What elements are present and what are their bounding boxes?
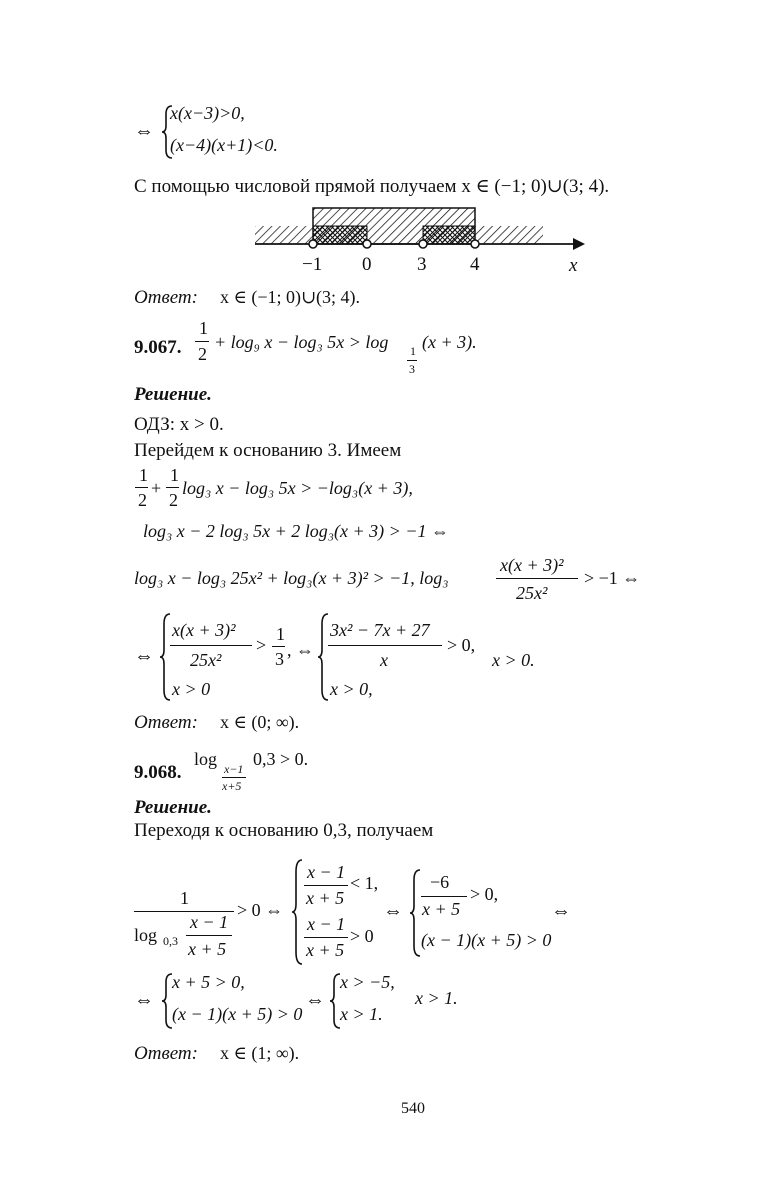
problem-068-log: log (194, 749, 218, 769)
eq1-half2-bar (166, 487, 179, 488)
sysC-implies-left: ⇔ (134, 989, 154, 1011)
sysA-l1-den: x + 5 (306, 888, 345, 908)
sys1-line2: x > 0 (172, 679, 211, 699)
eq3-frac-num: x(x + 3)² (500, 555, 564, 575)
sysB-l1-rhs: > 0, (470, 884, 499, 904)
page-number: 540 (401, 1100, 425, 1117)
sysA-l1-bar (304, 885, 348, 886)
inner-frac-num: x − 1 (190, 912, 229, 932)
problem-number-067: 9.067. (134, 337, 182, 358)
inner-frac-bar (186, 935, 232, 936)
sys1-frac-bar (170, 645, 252, 646)
sysD-l1: x > −5, (340, 972, 395, 992)
system-line-2: (x−4)(x+1)<0. (170, 135, 278, 155)
solution2-result: x > 1. (415, 988, 458, 1008)
base-numerator: 1 (410, 344, 416, 358)
eq1-tail: log₃ x − log₃ 5x > −log₃(x + 3), (182, 478, 413, 498)
sysB-implies: ⇔ (551, 900, 571, 922)
sys1-implies: ⇔ (134, 645, 154, 667)
sys2-frac-den: x (380, 650, 388, 670)
answer-label-1: Ответ: (134, 287, 198, 308)
eq2: log₃ x − 2 log₃ 5x + 2 log₃(x + 3) > −1 ⇔ (143, 521, 449, 541)
sysA-brace (290, 858, 304, 966)
problem-number-068: 9.068. (134, 762, 182, 783)
sys1-brace (158, 612, 172, 702)
sysA-l1-rhs: < 1, (350, 873, 379, 893)
big-frac-den-sub: 0,3 (163, 934, 178, 948)
sysA-l2-rhs: > 0 (350, 926, 374, 946)
solution-heading-2: Решение. (134, 797, 212, 818)
sys1-rhs-bar (272, 646, 285, 647)
sysC-l1: x + 5 > 0, (172, 972, 245, 992)
sysB-l1-num: −6 (430, 872, 450, 892)
eq1-half-den: 2 (138, 490, 147, 510)
solution-interval-2 (423, 226, 475, 244)
answer-label-3: Ответ: (134, 1043, 198, 1064)
sys1-frac-den: 25x² (190, 650, 222, 670)
sysB-l2: (x − 1)(x + 5) > 0 (421, 930, 552, 950)
sys1-comma-implies: , ⇔ (287, 640, 314, 660)
numline-intro-text: С помощью числовой прямой получаем x ∈ (−1; 0)∪(3; 4). (134, 176, 610, 197)
problem-067-tail: (x + 3). (422, 332, 477, 352)
big-frac-den-log: log (134, 925, 158, 945)
eq1-half-bar (135, 487, 148, 488)
problem-068-base-bar (222, 777, 246, 778)
answer-value-3: x ∈ (1; ∞). (220, 1043, 300, 1063)
sys2-line2: x > 0, (330, 679, 373, 699)
implies-symbol: ⇔ (134, 120, 154, 142)
sysC-implies-right: ⇔ (305, 989, 325, 1011)
point-0 (363, 240, 371, 248)
eq3-frac-den: 25x² (516, 583, 548, 603)
half-numerator: 1 (199, 318, 208, 338)
sys2-rhs: > 0, (447, 635, 476, 655)
sys1-rhs-num: 1 (276, 624, 285, 644)
eq1-half2-den: 2 (169, 490, 178, 510)
sysD-l2: x > 1. (340, 1004, 383, 1024)
tick-label-minus1: −1 (302, 254, 323, 275)
sysA-implies: ⇔ (383, 900, 403, 922)
sys2-frac-num: 3x² − 7x + 27 (330, 620, 430, 640)
axis-label-x: x (569, 255, 578, 276)
sysB-l1-den: x + 5 (422, 899, 461, 919)
sys2-brace (316, 612, 330, 702)
eq1-half2-num: 1 (170, 465, 179, 485)
solution2-transition: Переходя к основанию 0,3, получаем (134, 820, 434, 841)
point-4 (471, 240, 479, 248)
tick-label-0: 0 (362, 254, 372, 275)
answer-value-1: x ∈ (−1; 0)∪(3; 4). (220, 287, 361, 307)
sys1-frac-num: x(x + 3)² (172, 620, 236, 640)
base-fraction-bar (407, 360, 417, 361)
sysA-l2-bar (304, 937, 348, 938)
point-minus1 (309, 240, 317, 248)
half-denominator: 2 (198, 344, 207, 364)
sysB-l1-bar (421, 896, 467, 897)
problem-068-base-den: x+5 (222, 779, 242, 793)
tick-label-4: 4 (470, 254, 480, 275)
sysA-l1-num: x − 1 (307, 862, 346, 882)
solution-heading-1: Решение. (134, 384, 212, 405)
sys2-frac-bar (328, 645, 442, 646)
base-denominator: 3 (409, 362, 415, 376)
problem-067-expression: + log₉ x − log₃ 5x > log (214, 332, 389, 352)
base-transition-text: Перейдем к основанию 3. Имеем (134, 440, 402, 461)
eq3-frac-bar (496, 578, 578, 579)
solution-interval-1 (313, 226, 367, 244)
sysA-l2-den: x + 5 (306, 940, 345, 960)
half-fraction-bar (195, 341, 209, 342)
tick-label-3: 3 (417, 254, 427, 275)
sys1-rhs: > (256, 635, 267, 655)
big-gt0: > 0 ⇔ (237, 900, 284, 920)
odz-text: ОДЗ: x > 0. (134, 414, 224, 435)
sysA-l2-num: x − 1 (307, 914, 346, 934)
axis-arrow (573, 238, 585, 250)
answer-value-2: x ∈ (0; ∞). (220, 712, 300, 732)
point-3 (419, 240, 427, 248)
inner-frac-den: x + 5 (188, 939, 227, 959)
system-line-1: x(x−3)>0, (170, 103, 245, 123)
problem-068-tail: 0,3 > 0. (253, 749, 309, 769)
problem-068-base-num: x−1 (224, 762, 244, 776)
sysC-l2: (x − 1)(x + 5) > 0 (172, 1004, 303, 1024)
answer-label-2: Ответ: (134, 712, 198, 733)
sysB-brace (408, 868, 422, 958)
eq1-half-num: 1 (139, 465, 148, 485)
eq3-left: log₃ x − log₃ 25x² + log₃(x + 3)² > −1, log₃ (134, 568, 449, 588)
solution1-result: x > 0. (492, 650, 535, 670)
eq3-right: > −1 ⇔ (584, 568, 641, 588)
eq1-plus: + (151, 478, 162, 498)
big-frac-num: 1 (180, 888, 189, 908)
sys1-rhs-den: 3 (275, 649, 284, 669)
